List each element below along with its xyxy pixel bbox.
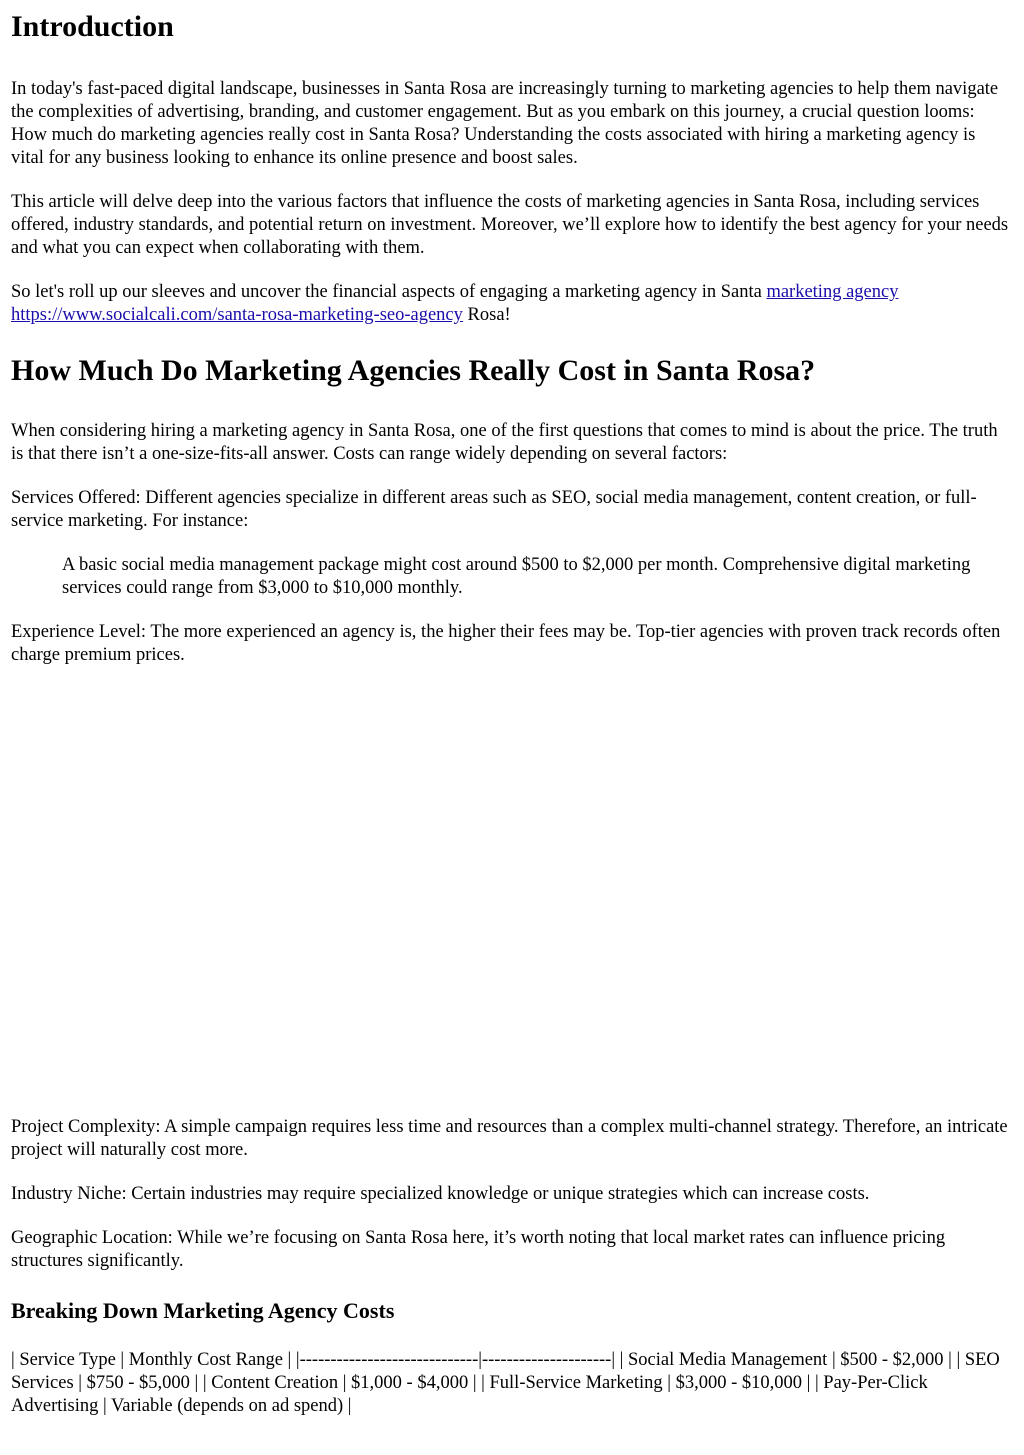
- breakdown-heading: Breaking Down Marketing Agency Costs: [11, 1298, 395, 1323]
- intro-heading: Introduction: [11, 10, 174, 43]
- geographic-location-paragraph: Geographic Location: While we’re focusing on Santa Rosa here, it’s worth noting that local market rates can influence pricing structures significantly.: [11, 1228, 946, 1271]
- cost-heading: How Much Do Marketing Agencies Really Cost in Santa Rosa?: [11, 354, 816, 387]
- intro-paragraph-3: [11, 281, 1012, 327]
- cost-paragraph-intro: When considering hiring a marketing agency in Santa Rosa, one of the first questions that comes to mind is about the price. The truth is that there isn’t a one-size-fits-all answer. Costs can range widely depending on several factors:: [11, 421, 998, 464]
- socialcali-url-link[interactable]: https://www.socialcali.com/santa-rosa-marketing-seo-agency: [11, 305, 463, 325]
- intro-paragraph-3-text-after: Rosa!: [462, 305, 511, 325]
- article: [0, 9, 1024, 1418]
- pricing-example-quote: A basic social media management package might cost around $500 to $2,000 per month. Comprehensive digital marketing services could range from $3,000 to $10,000 monthly.: [62, 555, 971, 598]
- services-offered-paragraph: Services Offered: Different agencies specialize in different areas such as SEO, social media management, content creation, or full-service marketing. For instance:: [11, 488, 977, 531]
- intro-paragraph-2: This article will delve deep into the various factors that influence the costs of marketing agencies in Santa Rosa, including services offered, industry standards, and potential return on investment. Moreover, we’ll explore how to identify the best agency for your needs and what you can expect when collaborating with them.: [11, 192, 1009, 258]
- blank-space: [11, 667, 1012, 1116]
- industry-niche-paragraph: Industry Niche: Certain industries may require specialized knowledge or unique strategies which can increase costs.: [11, 1184, 870, 1204]
- project-complexity-paragraph: Project Complexity: A simple campaign requires less time and resources than a complex multi-channel strategy. Therefore, an intricate project will naturally cost more.: [11, 1117, 1008, 1160]
- marketing-agency-link[interactable]: marketing agency: [766, 282, 899, 302]
- cost-table-text: | Service Type | Monthly Cost Range | |-----------------------------|---------------------| | Social Media Management | $500 - $2,000 | | SEO Services | $750 - $5,000 | | Content Creation | $1,000 - $4,000 | | Full-Service Marketing | $3,000 - $10,000 | | Pay-Per-Click Advertising | Variable (depends on ad spend) |: [11, 1350, 1000, 1416]
- intro-paragraph-3-text-before: So let's roll up our sleeves and uncover the financial aspects of engaging a marketing agency in Santa: [11, 282, 767, 302]
- experience-level-paragraph: Experience Level: The more experienced an agency is, the higher their fees may be. Top-tier agencies with proven track records often charge premium prices.: [11, 622, 1001, 665]
- intro-paragraph-1: In today's fast-paced digital landscape, businesses in Santa Rosa are increasingly turning to marketing agencies to help them navigate the complexities of advertising, branding, and customer engagement. But as you embark on this journey, a crucial question looms: How much do marketing agencies really cost in Santa Rosa? Understanding the costs associated with hiring a marketing agency is vital for any business looking to enhance its online presence and boost sales.: [11, 79, 999, 168]
